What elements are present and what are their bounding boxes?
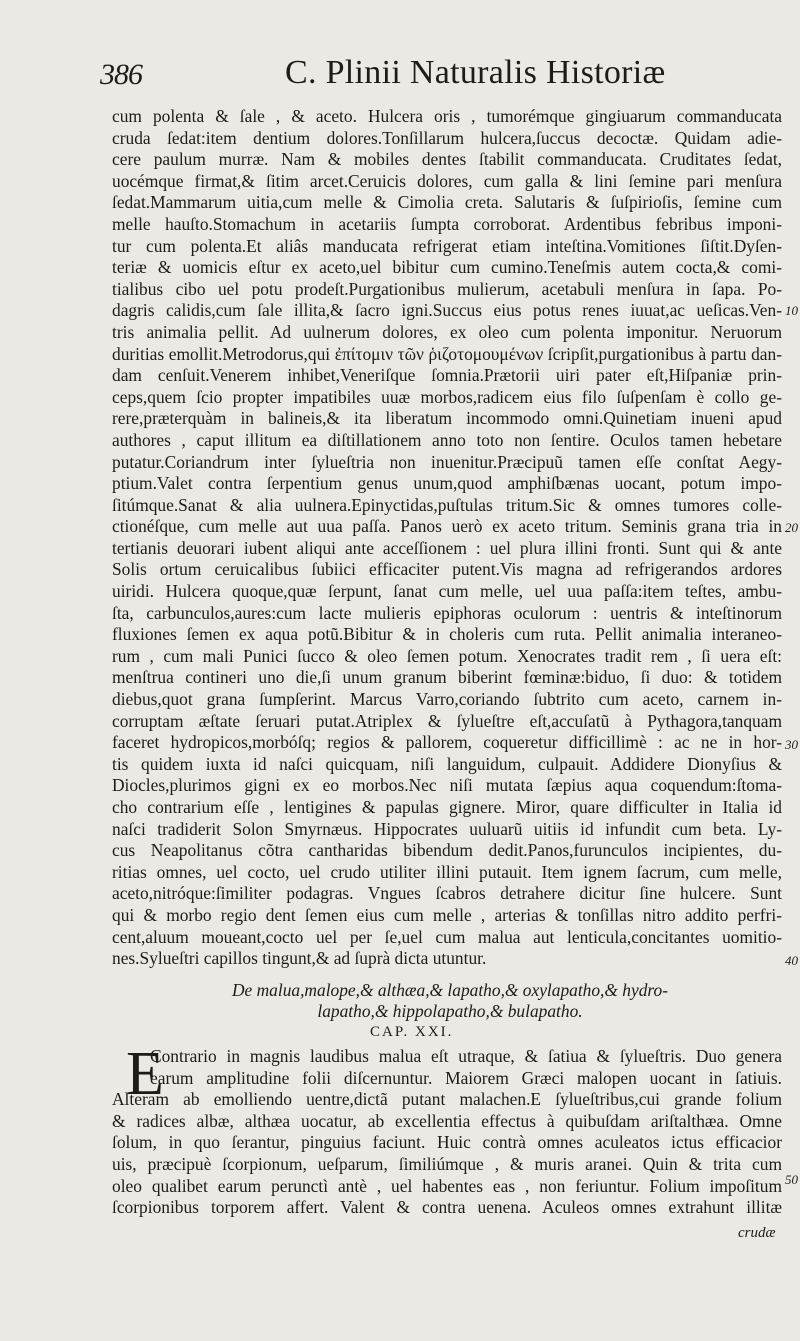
text-line: duritias emollit.Metrodorus,qui ἐπίτομιν τῶν ῥιζοτομουμένων ſcripſit,purgationibus à partu dan- [112, 343, 782, 364]
chapter-line: Alteram ab emolliendo uentre,dictã putant malachen.E ſylueſtribus,cui grande folium [112, 1089, 782, 1110]
chapter-line: earum amplitudine folii diſcernuntur. Maiorem Græci malopen uocant in ſatiuis. [150, 1067, 782, 1088]
text-line: ritias omnes, uel cocto, uel crudo utiliter illini putauit. Item ignem ſacrum, cum melle, [112, 861, 782, 882]
text-line: rum , cum mali Punici ſucco & oleo ſemen potum. Xenocrates tradit rem , ſi uera eſt: [112, 645, 782, 666]
section-heading-line-1: De malua,malope,& althæa,& lapatho,& oxylapatho,& hydro- [231, 980, 668, 1000]
text-line: fluxiones ſemen ex aqua potũ.Bibitur & in choleris cum ruta. Pellit animalia interaneo- [112, 624, 782, 645]
text-line: Solis ortum ceruicalibus ſubiici efficaciter putent.Vis magna ad refrigerandos ardores [112, 559, 782, 580]
chapter-text [112, 1046, 782, 1219]
text-line: ceps,quem ſcio propter impatibiles uuæ morbos,radicem eius filo ſuſpenſam è collo ge- [112, 386, 782, 407]
text-line: authores , caput illitum ea diſtillationem anno toto non ſentire. Oculos tamen hebetare [112, 429, 782, 450]
text-line: aceto,nitróque:ſimiliter podagras. Vngues ſcabros detrahere dicitur ſine hulcere. Sunt [112, 883, 782, 904]
chapter-line: oleo qualibet earum perunctì antè , uel habentes eas , non feriuntur. Folium impoſitum [112, 1175, 782, 1196]
text-line: uiridi. Hulcera quoque,quæ ſerpunt, ſanat cum melle, uel uua paſſa:item teſtes, ambu- [112, 581, 782, 602]
text-line: melle hauſto.Stomachum in acetariis ſumpta corroborat. Ardentibus febribus imponi- [112, 213, 782, 234]
chapter-line: ſolum, in quo ſerantur, pinguius faciunt. Huic contrà omnes aculeatos ictus efficacior [112, 1132, 782, 1153]
margin-number-10: 10 [785, 303, 798, 318]
text-line: putatur.Coriandrum inter ſylueſtria non inuenitur.Præcipuũ tamen eſſe conſtat Aegy- [112, 451, 782, 472]
margin-number-40: 40 [785, 953, 798, 968]
text-line: tertianis deuorari iubent aliqui ante acceſſionem : uel plura illini fronti. Sunt qui & ante [112, 537, 782, 558]
chapter-line: ſcorpionibus torporem affert. Valent & contra uenena. Aculeos omnes extrahunt illitæ [112, 1197, 782, 1218]
section-heading-line-2: lapatho,& hippolapatho,& bulapatho. [317, 1001, 583, 1021]
body-text [112, 106, 782, 970]
text-line: ctionéſque, cum melle aut uua paſſa. Panos uerò ex aceto tritum. Seminis grana tria in [112, 516, 782, 537]
text-line: cus Neapolitanus cõtra cantharidas bibendum dedit.Panos,furunculos incipientes, du- [112, 840, 782, 861]
margin-number-20: 20 [785, 520, 798, 535]
text-line: ſitúmque.Sanat & alia uulnera.Epinyctidas,puſtulas tritum.Sic & omnes tumores colle- [112, 494, 782, 515]
text-line: dam cenſuit.Venerem inhibet,Veneriſque ſomnia.Prætorii uiri pater eſt,Hiſpaniæ prin- [112, 365, 782, 386]
chapter-line: & radices albæ, althæa uocatur, ab excellentia effectus à quibuſdam ariſtalthæa. Omne [112, 1110, 782, 1131]
catchword: crudæ [738, 1225, 776, 1241]
text-line: nes.Sylueſtri capillos tingunt,& ad ſuprà dicta utuntur. [112, 948, 487, 969]
text-line: tis quidem iuxta id naſci quicquam, niſi languidum, culpauit. Addidere Dionyſius & [112, 753, 782, 774]
margin-number-30: 30 [785, 737, 798, 752]
text-line: menſtrua contineri uno die,ſi unum granum biberint fœminæ:biduo, ſi duo: & totidem [112, 667, 782, 688]
text-line: diebus,quot grana ſumpſerint. Marcus Varro,coriando ſubtrito cum aceto, carnem in- [112, 689, 782, 710]
text-line: ptium.Valet contra ſerpentium genus unum,quod amphiſbænas uocant, potum impo- [112, 473, 782, 494]
page-number: 386 [100, 58, 142, 91]
text-line: rere,præterquàm in balineis,& ita liberatum incommodo omni.Quinetiam inueni apud [112, 408, 782, 429]
text-line: uocémque firmat,& ſitim arcet.Ceruicis dolores, cum galla & lini ſemine pari menſura [112, 170, 782, 191]
text-line: cruda ſedat:item dentium dolores.Tonſillarum hulcera,ſuccus decoctæ. Quidam adie- [112, 127, 782, 148]
drop-capital: E [126, 1040, 164, 1108]
text-line: teriæ & uomicis eſtur ex aceto,uel bibitur cum cumino.Teneſmis autem cocta,& comi- [112, 257, 782, 278]
text-line: tur cum polenta.Et aliâs manducata refrigerat etiam inteſtina.Vomitiones ſiſtit.Dyſen- [112, 235, 782, 256]
text-line: corruptam æſtate ſeruari putat.Atriplex & ſylueſtre eſt,accuſatũ à Pythagora,tanquam [112, 710, 782, 731]
chapter-label: CAP. XXI. [370, 1024, 454, 1040]
text-line: naſci tradiderit Solon Smyrnæus. Hippocrates uuluarũ uitiis id infundit cum beta. Ly- [112, 818, 782, 839]
text-line: ſta, carbunculos,aures:cum lacte mulieris epiphoras oculorum : uentris & inteſtinorum [112, 602, 782, 623]
margin-number-50: 50 [785, 1172, 798, 1187]
text-line: Diocles,plurimos gigni ex eo morbos.Nec niſi mutata ſæpius aqua coquendum:ſtoma- [112, 775, 782, 796]
text-line: dagris calidis,cum ſale illita,& ſacro igni.Succus eius potus renes iuuat,ac ueſicas.Ven- [112, 300, 782, 321]
text-line: cum polenta & ſale , & aceto. Hulcera oris , tumorémque gingiuarum commanducata [112, 106, 782, 126]
text-line: cent,aluum moueant,cocto uel per ſe,uel cum malua aut lenticula,concitantes uomitio- [112, 926, 782, 947]
text-line: tris animalia pellit. Ad uulnerum dolores, ex oleo cum polenta imponitur. Neruorum [112, 321, 782, 342]
chapter-line: Contrario in magnis laudibus malua eſt utraque, & ſatiua & ſylueſtris. Duo genera [150, 1046, 782, 1066]
chapter-line: uis, præcipuè ſcorpionum, ueſparum, ſimiliúmque , & muris aranei. Quin & trita cum [112, 1153, 782, 1174]
text-line: cere paulum murræ. Nam & mobiles dentes ſtabilit commanducata. Cruditates ſedat, [112, 149, 782, 170]
text-line: tialibus cibo uel potu prodeſt.Purgationibus mulierum, acetabuli menſura in ſapa. Po- [112, 278, 782, 299]
text-line: ſedat.Mammarum uitia,cum melle & Cimolia creta. Salutaris & ſuſpirioſis, ſemine cum [112, 192, 782, 213]
text-line: qui & morbo regio dent ſemen eius cum melle , arterias & tonſillas nitro addito perfri- [112, 904, 782, 925]
running-title: C. Plinii Naturalis Historiæ [285, 54, 666, 91]
text-line: cho contrarium eſſe , lentigines & papulas gignere. Miror, quare difficulter in Italia id [112, 797, 782, 817]
text-line: faceret hydropicos,morbóſq; regios & pallorem, coqueretur difficillimè : ac ne in hor- [112, 732, 782, 753]
